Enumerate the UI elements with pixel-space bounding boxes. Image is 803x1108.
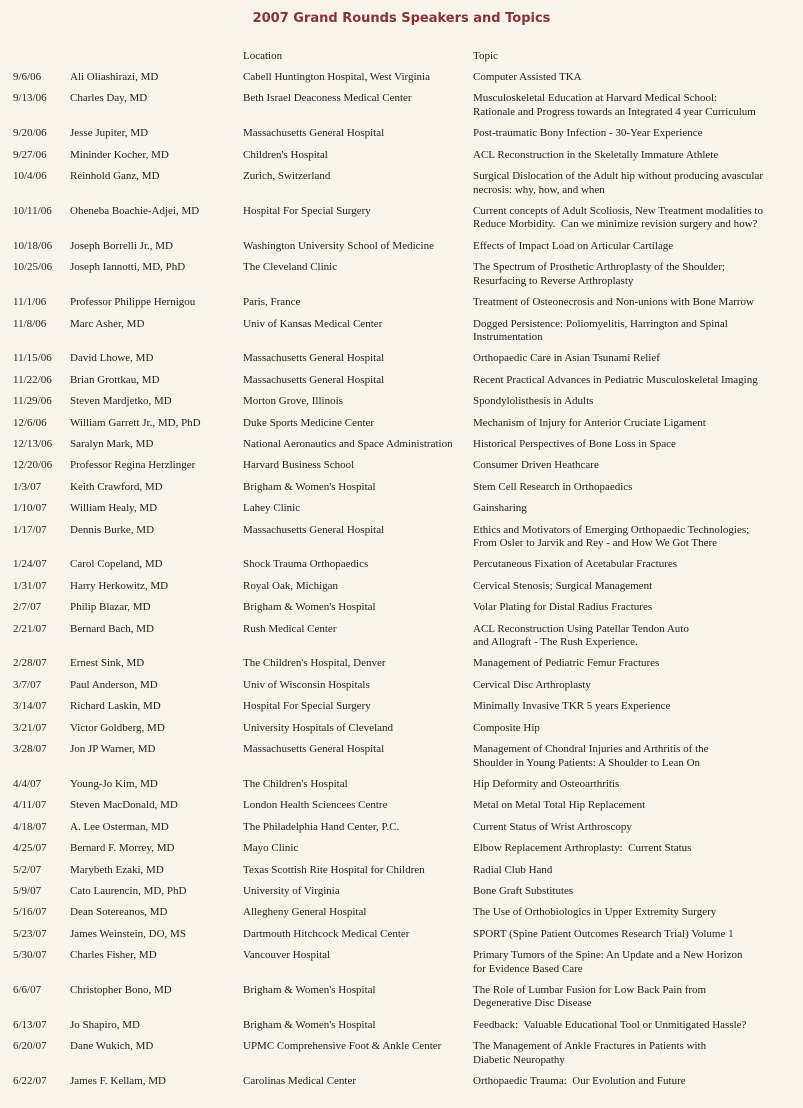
table-row	[0, 296, 803, 317]
row-location: Vancouver Hospital	[243, 949, 331, 962]
row-topic: Recent Practical Advances in Pediatric Musculoskeletal Imaging	[473, 373, 758, 386]
row-speaker: A. Lee Osterman, MD	[70, 820, 169, 833]
table-row	[0, 352, 803, 373]
row-date: 3/14/07	[13, 700, 47, 713]
row-topic: Consumer Driven Heathcare	[473, 459, 599, 472]
row-topic: Orthopaedic Care in Asian Tsunami Relief	[473, 352, 660, 365]
row-speaker: Marybeth Ezaki, MD	[70, 863, 164, 876]
row-date: 3/7/07	[13, 678, 42, 691]
row-location: Allegheny General Hospital	[243, 906, 367, 919]
row-speaker: Carol Copeland, MD	[70, 558, 163, 571]
row-speaker: Charles Fisher, MD	[70, 949, 157, 962]
row-speaker: Saralyn Mark, MD	[70, 437, 154, 450]
row-date: 6/6/07	[13, 983, 42, 996]
row-date: 11/29/06	[13, 395, 52, 408]
row-topic: Composite Hip	[473, 721, 540, 734]
row-topic: Ethics and Motivators of Emerging Orthopaedic Technologies; From Osler to Jarvik and Rey - and How We Got There	[473, 523, 750, 550]
row-date: 11/8/06	[13, 317, 47, 330]
table-row	[0, 906, 803, 927]
table-row	[0, 170, 803, 205]
row-speaker: Dean Sotereanos, MD	[70, 906, 168, 919]
row-location: Duke Sports Medicine Center	[243, 416, 375, 429]
row-topic: Volar Plating for Distal Radius Fractures	[473, 601, 653, 614]
row-date: 5/2/07	[13, 863, 42, 876]
row-date: 9/27/06	[13, 148, 47, 161]
row-date: 2/21/07	[13, 622, 47, 635]
row-speaker: Bernard F. Morrey, MD	[70, 842, 175, 855]
row-speaker: Professor Philippe Hernigou	[70, 296, 196, 309]
table-header	[0, 50, 803, 64]
row-location: Carolinas Medical Center	[243, 1075, 357, 1088]
row-speaker: David Lhowe, MD	[70, 352, 154, 365]
row-topic: Primary Tumors of the Spine: An Update and a New Horizon for Evidence Based Care	[473, 949, 743, 975]
table-row	[0, 679, 803, 700]
row-speaker: Jesse Jupiter, MD	[70, 127, 149, 140]
row-date: 2/7/07	[13, 601, 42, 614]
row-location: Hospital For Special Surgery	[243, 204, 371, 217]
row-date: 4/11/07	[13, 799, 47, 812]
row-date: 5/16/07	[13, 906, 47, 919]
row-topic: Radial Club Hand	[473, 863, 553, 876]
table-row	[0, 71, 803, 92]
table-row	[0, 984, 803, 1019]
row-topic: Effects of Impact Load on Articular Cartilage	[473, 239, 674, 252]
row-location: London Health Sciencees Centre	[243, 799, 388, 812]
table-row	[0, 481, 803, 502]
row-speaker: Oheneba Boachie-Adjei, MD	[70, 204, 200, 217]
table-row	[0, 799, 803, 820]
row-topic: Management of Chondral Injuries and Arthritis of the Shoulder in Young Patients: A Shoulder to Lean On	[473, 743, 709, 769]
row-date: 11/1/06	[13, 296, 47, 309]
row-speaker: Joseph Iannotti, MD, PhD	[70, 261, 186, 274]
row-date: 12/13/06	[13, 437, 53, 450]
table-row	[0, 374, 803, 395]
header-location: Location	[243, 50, 283, 62]
row-date: 2/28/07	[13, 657, 47, 670]
row-speaker: William Healy, MD	[70, 502, 158, 515]
table-row	[0, 821, 803, 842]
table-row	[0, 318, 803, 353]
row-location: University Hospitals of Cleveland	[243, 721, 394, 734]
row-location: Univ of Kansas Medical Center	[243, 317, 383, 330]
row-topic: Historical Perspectives of Bone Loss in Space	[473, 437, 676, 450]
table-row	[0, 601, 803, 622]
row-location: Massachusetts General Hospital	[243, 127, 385, 140]
table-row	[0, 949, 803, 984]
row-location: Beth Israel Deaconess Medical Center	[243, 92, 412, 105]
row-date: 1/17/07	[13, 523, 47, 536]
row-topic: Cervical Disc Arthroplasty	[473, 678, 591, 691]
row-date: 10/4/06	[13, 170, 47, 183]
row-location: The Children's Hospital	[243, 777, 348, 790]
row-speaker: Cato Laurencin, MD, PhD	[70, 884, 187, 897]
row-date: 12/6/06	[13, 416, 47, 429]
row-location: Washington University School of Medicine	[243, 239, 434, 252]
row-speaker: Brian Grottkau, MD	[70, 373, 160, 386]
row-location: Children's Hospital	[243, 148, 328, 161]
row-location: Dartmouth Hitchcock Medical Center	[243, 927, 410, 940]
table-row	[0, 1019, 803, 1040]
row-location: Massachusetts General Hospital	[243, 743, 385, 756]
row-location: Brigham & Women's Hospital	[243, 983, 376, 996]
table-row	[0, 524, 803, 559]
row-location: Hospital For Special Surgery	[243, 700, 371, 713]
row-topic: Computer Assisted TKA	[473, 71, 582, 83]
row-topic: Hip Deformity and Osteoarthritis	[473, 777, 620, 790]
row-topic: Post-traumatic Bony Infection - 30-Year Experience	[473, 127, 703, 140]
table-row	[0, 778, 803, 799]
table-row	[0, 395, 803, 416]
row-location: The Children's Hospital, Denver	[243, 657, 386, 670]
row-date: 6/13/07	[13, 1018, 47, 1031]
row-location: Univ of Wisconsin Hospitals	[243, 678, 370, 691]
row-date: 1/3/07	[13, 480, 42, 493]
row-topic: Mechanism of Injury for Anterior Cruciate Ligament	[473, 416, 706, 429]
row-topic: Stem Cell Research in Orthopaedics	[473, 480, 633, 493]
row-location: UPMC Comprehensive Foot & Ankle Center	[243, 1040, 442, 1053]
row-topic: Orthopaedic Trauma: Our Evolution and Future	[473, 1075, 686, 1088]
row-date: 11/22/06	[13, 373, 52, 386]
table-row	[0, 623, 803, 658]
row-topic: Current concepts of Adult Scoliosis, New Treatment modalities to Reduce Morbidity. Can we minimize revision surgery and how?	[473, 204, 763, 231]
row-date: 9/20/06	[13, 127, 47, 140]
row-topic: Metal on Metal Total Hip Replacement	[473, 799, 646, 812]
row-topic: ACL Reconstruction in the Skeletally Immature Athlete	[473, 148, 719, 161]
row-date: 4/18/07	[13, 820, 47, 833]
row-speaker: Mininder Kocher, MD	[70, 148, 169, 161]
row-location: Brigham & Women's Hospital	[243, 1018, 376, 1031]
row-date: 5/30/07	[13, 949, 47, 962]
row-topic: The Use of Orthobiologics in Upper Extremity Surgery	[473, 906, 717, 919]
row-speaker: Victor Goldberg, MD	[70, 721, 165, 734]
table-row	[0, 438, 803, 459]
row-topic: Elbow Replacement Arthroplasty: Current Status	[473, 842, 692, 855]
row-date: 10/18/06	[13, 239, 53, 252]
row-speaker: Ali Oliashirazi, MD	[70, 71, 159, 83]
table-row	[0, 928, 803, 949]
row-topic: ACL Reconstruction Using Patellar Tendon Auto and Allograft - The Rush Experience.	[473, 622, 689, 649]
row-speaker: Jon JP Warner, MD	[70, 743, 156, 756]
row-location: Royal Oak, Michigan	[243, 579, 339, 592]
row-topic: SPORT (Spine Patient Outcomes Research Trial) Volume 1	[473, 927, 734, 940]
row-topic: Feedback: Valuable Educational Tool or Unmitigated Hassle?	[473, 1018, 747, 1031]
row-speaker: James F. Kellam, MD	[70, 1075, 166, 1088]
row-location: Massachusetts General Hospital	[243, 373, 385, 386]
row-speaker: Bernard Bach, MD	[70, 622, 155, 635]
row-date: 1/31/07	[13, 579, 47, 592]
table-row	[0, 743, 803, 778]
header-topic: Topic	[473, 50, 498, 62]
row-topic: Gainsharing	[473, 502, 527, 515]
row-location: Massachusetts General Hospital	[243, 352, 385, 365]
table-row	[0, 558, 803, 579]
table-row	[0, 502, 803, 523]
table-row	[0, 1075, 803, 1096]
row-speaker: Paul Anderson, MD	[70, 678, 158, 691]
row-location: University of Virginia	[243, 884, 340, 897]
row-speaker: Richard Laskin, MD	[70, 700, 161, 713]
row-date: 6/22/07	[13, 1075, 47, 1088]
table-row	[0, 885, 803, 906]
row-topic: Current Status of Wrist Arthroscopy	[473, 820, 632, 833]
row-date: 10/11/06	[13, 204, 52, 217]
table-row	[0, 657, 803, 678]
table-row	[0, 722, 803, 743]
row-topic: Minimally Invasive TKR 5 years Experience	[473, 700, 671, 713]
row-location: Cabell Huntington Hospital, West Virginia	[243, 71, 430, 83]
row-speaker: Steven Mardjetko, MD	[70, 395, 172, 408]
row-location: The Cleveland Clinic	[243, 261, 338, 274]
row-location: Brigham & Women's Hospital	[243, 480, 376, 493]
row-speaker: Marc Asher, MD	[70, 317, 145, 330]
row-topic: The Management of Ankle Fractures in Patients with Diabetic Neuropathy	[473, 1040, 707, 1066]
table-row	[0, 127, 803, 148]
row-location: Shock Trauma Orthopaedics	[243, 558, 369, 571]
row-topic: Surgical Dislocation of the Adult hip without producing avascular necrosis: why, how, and when	[473, 170, 764, 196]
table-row	[0, 842, 803, 863]
table-row	[0, 261, 803, 296]
row-topic: Treatment of Osteonecrosis and Non-unions with Bone Marrow	[473, 296, 754, 309]
row-topic: Spondylolisthesis in Adults	[473, 395, 594, 408]
row-speaker: Keith Crawford, MD	[70, 480, 163, 493]
table-row	[0, 864, 803, 885]
row-date: 3/28/07	[13, 743, 47, 756]
row-speaker: Professor Regina Herzlinger	[70, 459, 196, 472]
row-date: 3/21/07	[13, 721, 47, 734]
row-date: 4/25/07	[13, 842, 47, 855]
row-date: 11/15/06	[13, 352, 52, 365]
row-date: 9/6/06	[13, 71, 42, 83]
row-speaker: Dennis Burke, MD	[70, 523, 155, 536]
row-location: Texas Scottish Rite Hospital for Children	[243, 863, 425, 876]
row-speaker: Ernest Sink, MD	[70, 657, 145, 670]
row-date: 5/23/07	[13, 927, 47, 940]
row-speaker: Charles Day, MD	[70, 92, 148, 105]
row-speaker: Christopher Bono, MD	[70, 983, 172, 996]
table-row	[0, 205, 803, 240]
row-topic: The Role of Lumbar Fusion for Low Back Pain from Degenerative Disc Disease	[473, 983, 707, 1010]
row-location: Massachusetts General Hospital	[243, 523, 385, 536]
table-row	[0, 149, 803, 170]
row-topic: Percutaneous Fixation of Acetabular Fractures	[473, 558, 678, 571]
row-speaker: James Weinstein, DO, MS	[70, 927, 186, 940]
row-location: The Philadelphia Hand Center, P.C.	[243, 820, 400, 833]
row-location: Mayo Clinic	[243, 842, 299, 855]
row-location: Morton Grove, Illinois	[243, 395, 343, 408]
table-row	[0, 580, 803, 601]
row-location: National Aeronautics and Space Administration	[243, 437, 453, 450]
row-location: Paris, France	[243, 296, 301, 309]
table-row	[0, 417, 803, 438]
row-speaker: Young-Jo Kim, MD	[70, 777, 158, 790]
row-date: 5/9/07	[13, 884, 42, 897]
table-row	[0, 240, 803, 261]
row-speaker: Joseph Borrelli Jr., MD	[70, 239, 173, 252]
table-row	[0, 92, 803, 127]
row-speaker: Jo Shapiro, MD	[70, 1018, 140, 1031]
row-date: 4/4/07	[13, 777, 42, 790]
row-date: 12/20/06	[13, 459, 53, 472]
row-location: Brigham & Women's Hospital	[243, 601, 376, 614]
table-row	[0, 1040, 803, 1075]
row-date: 9/13/06	[13, 92, 47, 105]
row-topic: Dogged Persistence: Poliomyelitis, Harrington and Spinal Instrumentation	[473, 317, 728, 344]
row-topic: Cervical Stenosis; Surgical Management	[473, 579, 653, 592]
row-speaker: Steven MacDonald, MD	[70, 799, 178, 812]
row-speaker: Philip Blazar, MD	[70, 601, 151, 614]
schedule-table	[0, 71, 803, 1097]
row-speaker: Dane Wukich, MD	[70, 1040, 154, 1053]
row-speaker: Reinhold Ganz, MD	[70, 170, 160, 183]
row-date: 10/25/06	[13, 261, 53, 274]
row-topic: Musculoskeletal Education at Harvard Medical School: Rationale and Progress towards an Integrated 4 year Curriculum	[473, 92, 756, 118]
row-topic: Bone Graft Substitutes	[473, 884, 574, 897]
table-row	[0, 700, 803, 721]
row-location: Lahey Clinic	[243, 502, 301, 515]
row-speaker: Harry Herkowitz, MD	[70, 579, 169, 592]
table-row	[0, 459, 803, 480]
row-location: Rush Medical Center	[243, 622, 337, 635]
row-date: 1/10/07	[13, 502, 47, 515]
row-speaker: William Garrett Jr., MD, PhD	[70, 416, 201, 429]
row-location: Zurich, Switzerland	[243, 170, 331, 183]
page-title: 2007 Grand Rounds Speakers and Topics	[252, 11, 551, 26]
row-date: 6/20/07	[13, 1040, 47, 1053]
row-topic: Management of Pediatric Femur Fractures	[473, 657, 660, 670]
row-location: Harvard Business School	[243, 459, 355, 472]
row-topic: The Spectrum of Prosthetic Arthroplasty of the Shoulder; Resurfacing to Reverse Arthroplasty	[473, 261, 726, 287]
row-date: 1/24/07	[13, 558, 47, 571]
